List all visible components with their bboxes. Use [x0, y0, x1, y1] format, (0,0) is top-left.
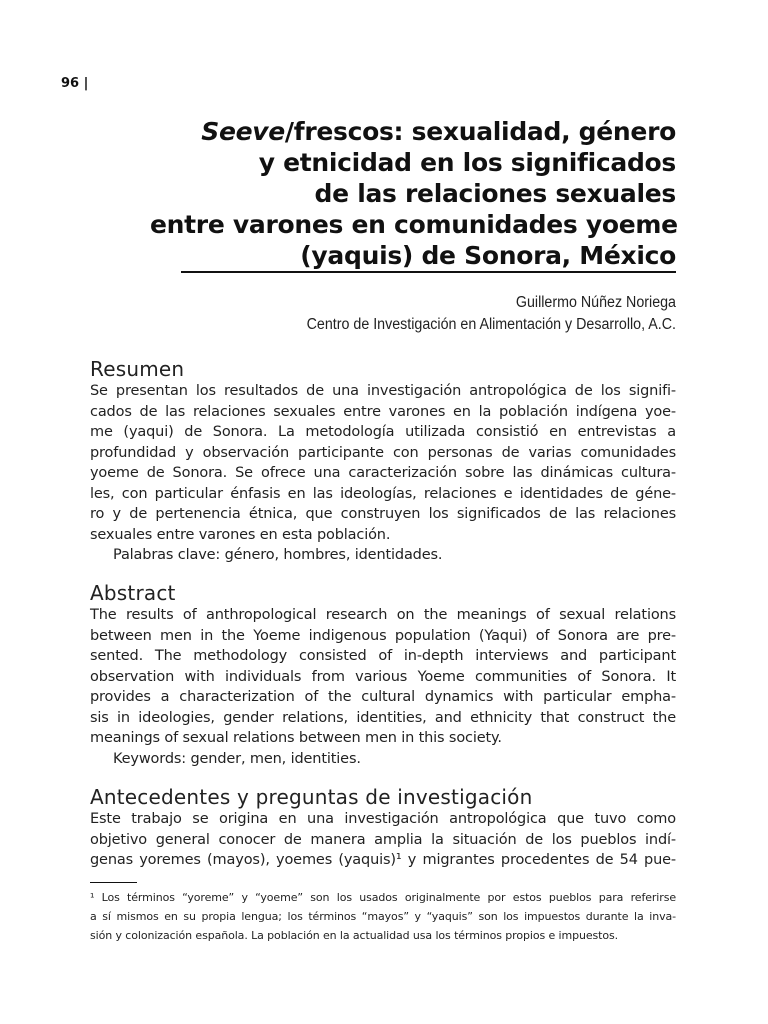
- resumen-line: ro y de pertenencia étnica, que construyen los significados de las relaciones: [90, 506, 676, 522]
- author-block: [238, 292, 676, 336]
- abstract-line: sis in ideologies, gender relations, identities, and ethnicity that construct the: [90, 709, 676, 726]
- title-line-4: entre varones en comunidades yoeme: [150, 210, 678, 239]
- resumen-body: [90, 381, 676, 566]
- antecedentes-body: [90, 809, 676, 871]
- abstract-line: sented. The methodology consisted of in-depth interviews and participant: [90, 648, 676, 664]
- resumen-line: Se presentan los resultados de una investigación antropológica de los signifi-: [90, 383, 676, 399]
- abstract-line: The results of anthropological research on the meanings of sexual relations: [90, 607, 676, 623]
- title-italic-word: Seeve: [201, 117, 285, 146]
- resumen-heading: Resumen: [90, 357, 185, 381]
- resumen-line: les, con particular énfasis en las ideologías, relaciones e identidades de géne-: [90, 485, 676, 502]
- abstract-line: provides a characterization of the cultural dynamics with particular empha-: [90, 689, 676, 705]
- abstract-line: meanings of sexual relations between men in this society.: [90, 730, 502, 746]
- title-divider: [181, 271, 676, 273]
- abstract-heading: Abstract: [90, 581, 176, 605]
- title-line-5: (yaquis) de Sonora, México: [300, 241, 676, 270]
- author-name: Guillermo Núñez Noriega: [515, 294, 676, 311]
- abstract-line: between men in the Yoeme indigenous population (Yaqui) of Sonora are pre-: [90, 627, 676, 644]
- title-line-1-rest: /frescos: sexualidad, género: [284, 117, 676, 146]
- resumen-line: yoeme de Sonora. Se ofrece una caracterización sobre las dinámicas cultura-: [90, 465, 676, 481]
- article-title: [150, 116, 676, 271]
- antecedentes-line: genas yoremes (mayos), yoemes (yaquis)¹ y migrantes procedentes de 54 pue-: [90, 852, 676, 868]
- resumen-line: me (yaqui) de Sonora. La metodología utilizada consistió en entrevistas a: [90, 424, 676, 440]
- abstract-keywords: Keywords: gender, men, identities.: [113, 750, 361, 767]
- resumen-keywords: Palabras clave: género, hombres, identidades.: [113, 547, 443, 563]
- footnote-line: a sí mismos en su propia lengua; los términos “mayos” y “yaquis” son los impuestos durante la inva-: [90, 910, 676, 923]
- title-line-2: y etnicidad en los significados: [258, 148, 676, 177]
- abstract-line: observation with individuals from various Yoeme communities of Sonora. It: [90, 668, 676, 685]
- title-line-3: de las relaciones sexuales: [314, 179, 676, 208]
- footnote-line: ¹ Los términos “yoreme” y “yoeme” son los usados originalmente por estos pueblos para referirse: [90, 891, 676, 904]
- antecedentes-line: objetivo general conocer de manera amplia la situación de los pueblos indí-: [90, 831, 676, 848]
- antecedentes-line: Este trabajo se origina en una investigación antropológica que tuvo como: [90, 811, 676, 827]
- resumen-line: sexuales entre varones en esta población.: [90, 526, 391, 543]
- title-line-1: [150, 116, 676, 147]
- resumen-line: cados de las relaciones sexuales entre varones en la población indígena yoe-: [90, 403, 676, 420]
- footnote-line: sión y colonización española. La población en la actualidad usa los términos propios e impuestos.: [90, 929, 619, 942]
- author-affiliation: Centro de Investigación en Alimentación y Desarrollo, A.C.: [306, 316, 676, 333]
- footnote: [90, 888, 676, 945]
- abstract-body: [90, 605, 676, 769]
- page-number: 96 |: [61, 76, 89, 91]
- footnote-divider: [90, 882, 137, 883]
- resumen-line: profundidad y observación participante con personas de varias comunidades: [90, 444, 676, 461]
- antecedentes-heading: Antecedentes y preguntas de investigación: [90, 785, 533, 809]
